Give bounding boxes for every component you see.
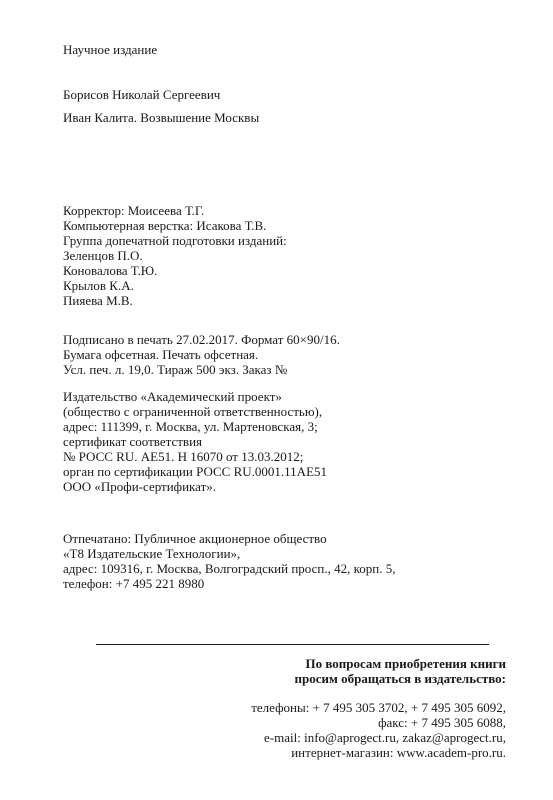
contact-fax: факс: + 7 495 305 6088, (378, 715, 506, 730)
divider-rule (96, 644, 489, 645)
printer-info (63, 531, 533, 591)
print-info-line: Бумага офсетная. Печать офсетная. (63, 347, 259, 362)
staff-line: Крылов К.А. (63, 278, 134, 293)
printer-line: Отпечатано: Публичное акционерное общество (63, 531, 327, 546)
printer-line: адрес: 109316, г. Москва, Волгоградский просп., 42, корп. 5, (63, 561, 396, 576)
publisher-info (63, 389, 533, 494)
publisher-line: ООО «Профи-сертификат». (63, 479, 217, 494)
print-info-line: Усл. печ. л. 19,0. Тираж 500 экз. Заказ № (63, 362, 288, 377)
publisher-line: (общество с ограниченной ответственностью), (63, 404, 323, 419)
publisher-line: Издательство «Академический проект» (63, 389, 282, 404)
contact-email: e-mail: info@aprogect.ru, zakaz@aprogect.ru, (264, 730, 506, 745)
publisher-line: орган по сертификации РОСС RU.0001.11АЕ51 (63, 464, 328, 479)
staff-line: Корректор: Моисеева Т.Г. (63, 203, 205, 218)
author-name: Борисов Николай Сергеевич (63, 87, 221, 102)
contact-phones: телефоны: + 7 495 305 3702, + 7 495 305 6092, (251, 700, 506, 715)
staff-credits (63, 203, 533, 308)
publisher-line: № РОСС RU. АЕ51. Н 16070 от 13.03.2012; (63, 449, 304, 464)
contacts-heading-line: просим обращаться в издательство: (294, 671, 506, 686)
contacts-heading-line: По вопросам приобретения книги (305, 656, 506, 671)
publisher-line: сертификат соответствия (63, 434, 203, 449)
contacts-heading (86, 656, 506, 686)
contacts-details (86, 700, 506, 760)
staff-line: Группа допечатной подготовки изданий: (63, 233, 287, 248)
book-title: Иван Калита. Возвышение Москвы (63, 110, 260, 125)
contact-webshop: интернет-магазин: www.academ-pro.ru. (291, 745, 506, 760)
staff-line: Зеленцов П.О. (63, 248, 143, 263)
publisher-line: адрес: 111399, г. Москва, ул. Мартеновская, 3; (63, 419, 318, 434)
print-info (63, 332, 533, 377)
print-info-line: Подписано в печать 27.02.2017. Формат 60×90/16. (63, 332, 340, 347)
staff-line: Пияева М.В. (63, 293, 133, 308)
printer-line: телефон: +7 495 221 8980 (63, 576, 205, 591)
staff-line: Коновалова Т.Ю. (63, 263, 158, 278)
staff-line: Компьютерная верстка: Исакова Т.В. (63, 218, 267, 233)
publication-type: Научное издание (63, 42, 158, 57)
printer-line: «Т8 Издательские Технологии», (63, 546, 241, 561)
